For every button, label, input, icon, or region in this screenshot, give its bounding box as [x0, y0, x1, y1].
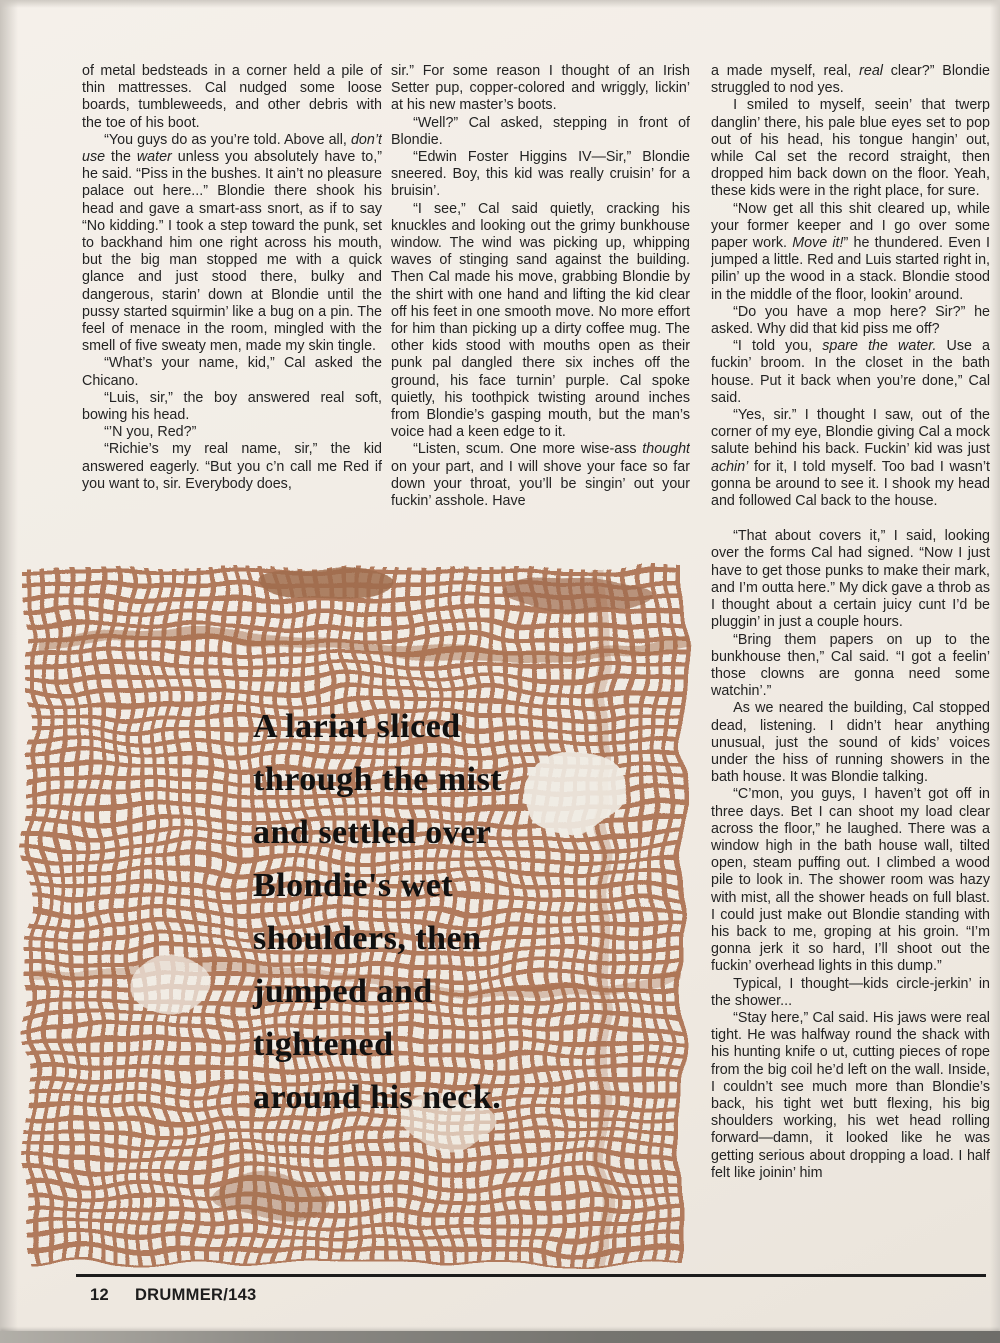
- paragraph: of metal bedsteads in a corner held a pile of thin mattresses. Cal nudged some loose boards, tumbleweeds, and other debris with the toe of his boot.: [82, 63, 382, 131]
- paragraph: “Now get all this shit cleared up, while your former keeper and I go over some paper work. Move it!” he thundered. Even I jumped a little. Red and Luis started right in, pilin’ up the wood in a stack. Blondie stood in the middle of the floor, lookin’ around.: [711, 200, 990, 303]
- paragraph: Typical, I thought—kids circle-jerkin’ in the shower...: [711, 975, 990, 1009]
- page-number: 12: [90, 1286, 109, 1304]
- paragraph: “Richie’s my real name, sir,” the kid answered eagerly. “But you c’n call me Red if you want to, sir. Everybody does,: [82, 441, 382, 492]
- paragraph: “Listen, scum. One more wise-ass thought on your part, and I will shove your face so far down your throat, you’ll be singin’ out your fuckin’ asshole. Have: [391, 441, 690, 510]
- pull-quote-line: and settled over: [253, 814, 492, 851]
- paragraph: “Luis, sir,” the boy answered real soft, bowing his head.: [82, 389, 382, 424]
- pull-quote-line: through the mist: [253, 761, 503, 798]
- magazine-title: DRUMMER/143: [134, 1286, 257, 1304]
- paragraph: sir.” For some reason I thought of an Irish Setter pup, copper-colored and wriggly, lickin’ at his new master’s boots.: [391, 63, 690, 114]
- footer-rule: [76, 1274, 986, 1277]
- paragraph: “’N you, Red?”: [104, 424, 197, 441]
- paragraph: “Bring them papers on up to the bunkhouse then,” Cal said. “I got a feelin’ those clowns are gonna need some watchin’.”: [711, 631, 990, 700]
- scan-left-shadow: [0, 0, 18, 1343]
- text-column-middle: [391, 63, 690, 569]
- paragraph: I smiled to myself, seein’ that twerp danglin’ there, his pale blue eyes set to pop out of his head, his tongue hangin’ out, while Cal set the record straight, then dropped him back down on the floor. Yeah, these kids were in the right place, for sure.: [711, 97, 990, 200]
- pull-quote-line: A lariat sliced: [253, 708, 461, 745]
- paragraph: As we neared the building, Cal stopped dead, listening. I didn’t hear anything unusual, just the sound of kids’ voices under the hiss of running showers in the bath house. It was Blondie talking.: [711, 700, 990, 786]
- paragraph: “I see,” Cal said quietly, cracking his knuckles and looking out the grimy bunkhouse window. The wind was picking up, whipping waves of stinging sand against the building. Then Cal made his move, grabbing Blondie by the shirt with one hand and lifting the kid clear off his feet in one smooth move. No more effort for him than picking up a dirty coffee mug. The other kids stood with mouths open as their punk pal dangled there six inches off the ground, his face turnin’ purple. Cal spoke quietly, his toothpick twisting around inches from Blondie’s gasping mouth, but the man’s voice had a keen edge to it.: [391, 200, 690, 441]
- paragraph: “You guys do as you’re told. Above all, don’t use the water unless you absolutely have to,” he said. “Piss in the bushes. It ain’t no pleasure palace out here...” Blondie there shook his head and gave a smart-ass snort, as if to say “No kidding.” I took a step toward the punk, set to backhand him one right across his mouth, but the big man stopped me with a quick glance and just stood there, bulky and dangerous, starin’ down at Blondie until the pussy started squirmin’ like a bug on a pin. The feel of menace in the room, mingled with the smell of five sweaty men, made my skin tingle.: [82, 131, 382, 355]
- paragraph: “What’s your name, kid,” Cal asked the Chicano.: [82, 355, 382, 389]
- scan-right-shadow: [990, 0, 1000, 1343]
- pull-quote: [253, 700, 583, 1124]
- pull-quote-line: shoulders, then: [253, 920, 482, 957]
- paragraph: a made myself, real, real clear?” Blondie struggled to nod yes.: [711, 63, 990, 97]
- paragraph: “Edwin Foster Higgins IV—Sir,” Blondie sneered. Boy, this kid was really cruisin’ for a bruisin’.: [391, 149, 690, 200]
- pull-quote-line: around his neck.: [253, 1079, 502, 1116]
- paragraph: “Well?” Cal asked, stepping in front of Blondie.: [391, 114, 690, 148]
- footer: [90, 1286, 257, 1305]
- text-column-right: [711, 63, 990, 1275]
- paragraph: “C’mon, you guys, I haven’t got off in three days. Bet I can shoot my load clear across the floor,” he laughed. There was a window high in the bath house wall, tilted open, steam puffing out. I climbed a wood pile to look in. The shower room was hazy with mist, all the shower heads on full blast. I could just make out Blondie standing with his back to me, groping at his groin. “I’m gonna jerk it so hard, I’ll shoot out the fuckin’ overhead lights in this dump.”: [711, 786, 990, 975]
- paragraph: “That about covers it,” I said, looking over the forms Cal had signed. “Now I just have to get those punks to make their mark, and I’m outta here.” My dick gave a throb as I thought about a certain juicy cunt I’d be pluggin’ in just a couple hours.: [711, 528, 990, 631]
- pull-quote-line: tightened: [253, 1026, 394, 1063]
- pull-quote-line: Blondie's wet: [253, 867, 454, 904]
- pull-quote-line: jumped and: [253, 973, 433, 1010]
- paragraph: “I told you, spare the water. Use a fuckin’ broom. In the closet in the bath house. Put it back when you’re done,” Cal said.: [711, 338, 990, 406]
- scan-top-shadow: [0, 0, 1000, 8]
- paragraph: “Yes, sir.” I thought I saw, out of the corner of my eye, Blondie giving Cal a mock salute behind his back. Fuckin’ kid was just achin’ for it, I told myself. Too bad I wasn’t gonna be around to see it. I shook my head and followed Cal back to the house.: [711, 407, 990, 510]
- paragraph: “Stay here,” Cal said. His jaws were real tight. He was halfway round the shack with his hunting knife o ut, cutting pieces of rope from the big coil he’d left on the wall. Inside, I couldn’t see much more than Blondie’s back, his tight wet butt flexing, his big shoulders working, his wet head rolling forward—damn, it looked like he was getting serious about dropping a load. I half felt like joinin’ him: [711, 1009, 990, 1181]
- scan-bottom-edge: [0, 1331, 1000, 1343]
- paragraph: “Do you have a mop here? Sir?” he asked. Why did that kid piss me off?: [711, 303, 990, 338]
- text-column-left: [82, 63, 382, 560]
